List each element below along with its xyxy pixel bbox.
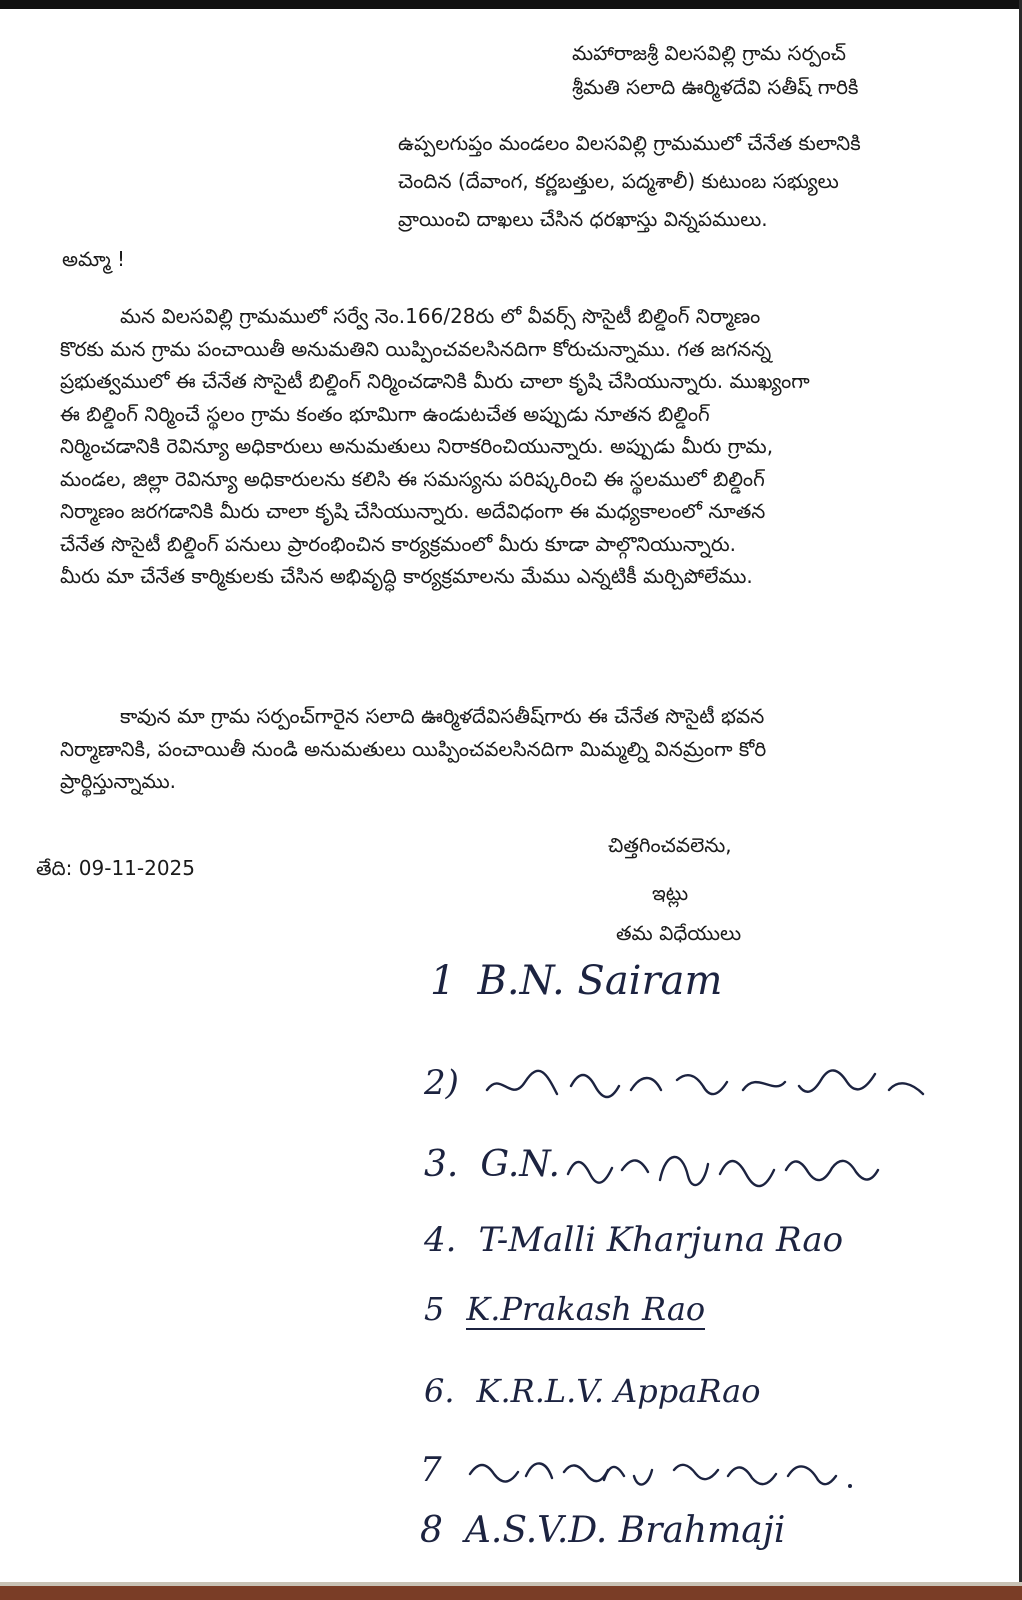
signature-name: K.Prakash Rao — [466, 1290, 706, 1328]
paragraph-2-line: ప్రార్థిస్తున్నాము. — [60, 769, 176, 793]
signature-number: 7 — [420, 1450, 442, 1490]
signature-number: 5 — [424, 1290, 445, 1328]
signature-name: B.N. Sairam — [477, 958, 723, 1004]
paragraph-1-line: మీరు మా చేనేత కార్మికులకు చేసిన అభివృద్ధి కార్యక్రమాలను మేము ఎన్నటికీ మర్చిపోలేము. — [60, 564, 753, 588]
signature-4 — [424, 1220, 843, 1260]
paragraph-1-line: నిర్మాణం జరగడానికి మీరు చాలా కృషి చేసియున్నారు. అదేవిధంగా ఈ మధ్యకాలంలో నూతన — [60, 499, 766, 523]
signature-8 — [420, 1510, 785, 1551]
signature-6 — [424, 1372, 760, 1410]
paragraph-1-line: చేనేత సొసైటీ బిల్డింగ్ పనులు ప్రారంభించిన కార్యక్రమంలో మీరు కూడా పాల్గొనియున్నారు. — [60, 531, 736, 556]
letter-date: తేది: 09-11-2025 — [36, 856, 196, 880]
subject-line-3: వ్రాయించి దాఖలు చేసిన ధరఖాస్తు విన్నపములు. — [398, 207, 768, 231]
addressee-line-2: శ్రీమతి సలాది ఊర్మిళదేవి సతీష్ గారికి — [572, 75, 859, 99]
handwritten-signature-flourish — [560, 1140, 890, 1194]
signature-2 — [424, 1060, 951, 1110]
closing-line-2: ఇట్లు — [652, 881, 689, 905]
signature-name: K.R.L.V. AppaRao — [476, 1372, 761, 1410]
salutation: అమ్మా ! — [62, 247, 126, 271]
signature-7 — [420, 1446, 864, 1498]
paragraph-1-line: మన విలసవిల్లి గ్రామములో సర్వే నెం.166/28రు లో వీవర్స్ సొసైటీ బిల్డింగ్ నిర్మాణం — [120, 304, 761, 328]
paragraph-1-line: నిర్మించడానికి రెవిన్యూ అధికారులు అనుమతులు నిరాకరించియున్నారు. అప్పుడు మీరు గ్రామ, — [60, 434, 774, 458]
handwritten-telugu-signature — [481, 1060, 951, 1110]
signature-number: 3. — [424, 1144, 459, 1185]
page-top-edge — [0, 0, 1022, 9]
paragraph-1-line: ప్రభుత్వములో ఈ చేనేత సొసైటీ బిల్డింగ్ నిర్మించడానికి మీరు చాలా కృషి చేసియున్నారు. ముఖ్యంగా — [60, 369, 810, 393]
signature-5 — [424, 1290, 705, 1328]
subject-line-1: ఉప్పలగుప్తం మండలం విలసవిల్లి గ్రామములో చేనేత కులానికి — [398, 131, 861, 155]
subject-line-2: చెందిన (దేవాంగ, కర్ణబత్తుల, పద్మశాలీ) కుటుంబ సభ్యులు — [398, 169, 839, 193]
signature-number: 2) — [424, 1063, 459, 1103]
signature-name: G.N. — [480, 1144, 560, 1185]
signature-number: 8 — [420, 1510, 443, 1551]
handwritten-telugu-signature — [464, 1446, 864, 1498]
signature-number: 4. — [424, 1220, 457, 1260]
signature-3 — [424, 1140, 890, 1194]
page-bottom-edge — [0, 1586, 1022, 1600]
paragraph-1-line: కొరకు మన గ్రామ పంచాయితీ అనుమతిని యిప్పించవలసినదిగా కోరుచున్నాము. గత జగనన్న — [60, 336, 772, 361]
paragraph-1-line: ఈ బిల్డింగ్ నిర్మించే స్థలం గ్రామ కంతం భూమిగా ఉండుటచేత అప్పుడు నూతన బిల్డింగ్ — [60, 401, 710, 426]
paragraph-2-line: కావున మా గ్రామ సర్పంచ్‌గారైన సలాది ఊర్మిళదేవిసతీష్‌గారు ఈ చేనేత సొసైటీ భవన — [120, 704, 765, 728]
paragraph-2-line: నిర్మాణానికి, పంచాయితీ నుండి అనుమతులు యిప్పించవలసినదిగా మిమ్మల్ని వినమ్రంగా కోరి — [60, 736, 767, 761]
signature-name: T-Malli Kharjuna Rao — [478, 1220, 844, 1260]
signature-number: 1 — [430, 958, 456, 1004]
paragraph-1 — [60, 300, 960, 593]
paragraph-1-line: మండల, జిల్లా రెవిన్యూ అధికారులను కలిసి ఈ సమస్యను పరిష్కరించి ఈ స్థలములో బిల్డింగ్ — [60, 466, 765, 491]
signature-number: 6. — [424, 1372, 455, 1410]
closing-line-1: చిత్తగించవలెను, — [608, 833, 732, 857]
closing-line-3: తమ విధేయులు — [616, 921, 742, 945]
signature-name: A.S.V.D. Brahmaji — [464, 1510, 786, 1551]
signature-1 — [430, 958, 722, 1004]
addressee-line-1: మహారాజశ్రీ విలసవిల్లి గ్రామ సర్పంచ్ — [572, 41, 847, 65]
paragraph-2 — [60, 700, 960, 798]
